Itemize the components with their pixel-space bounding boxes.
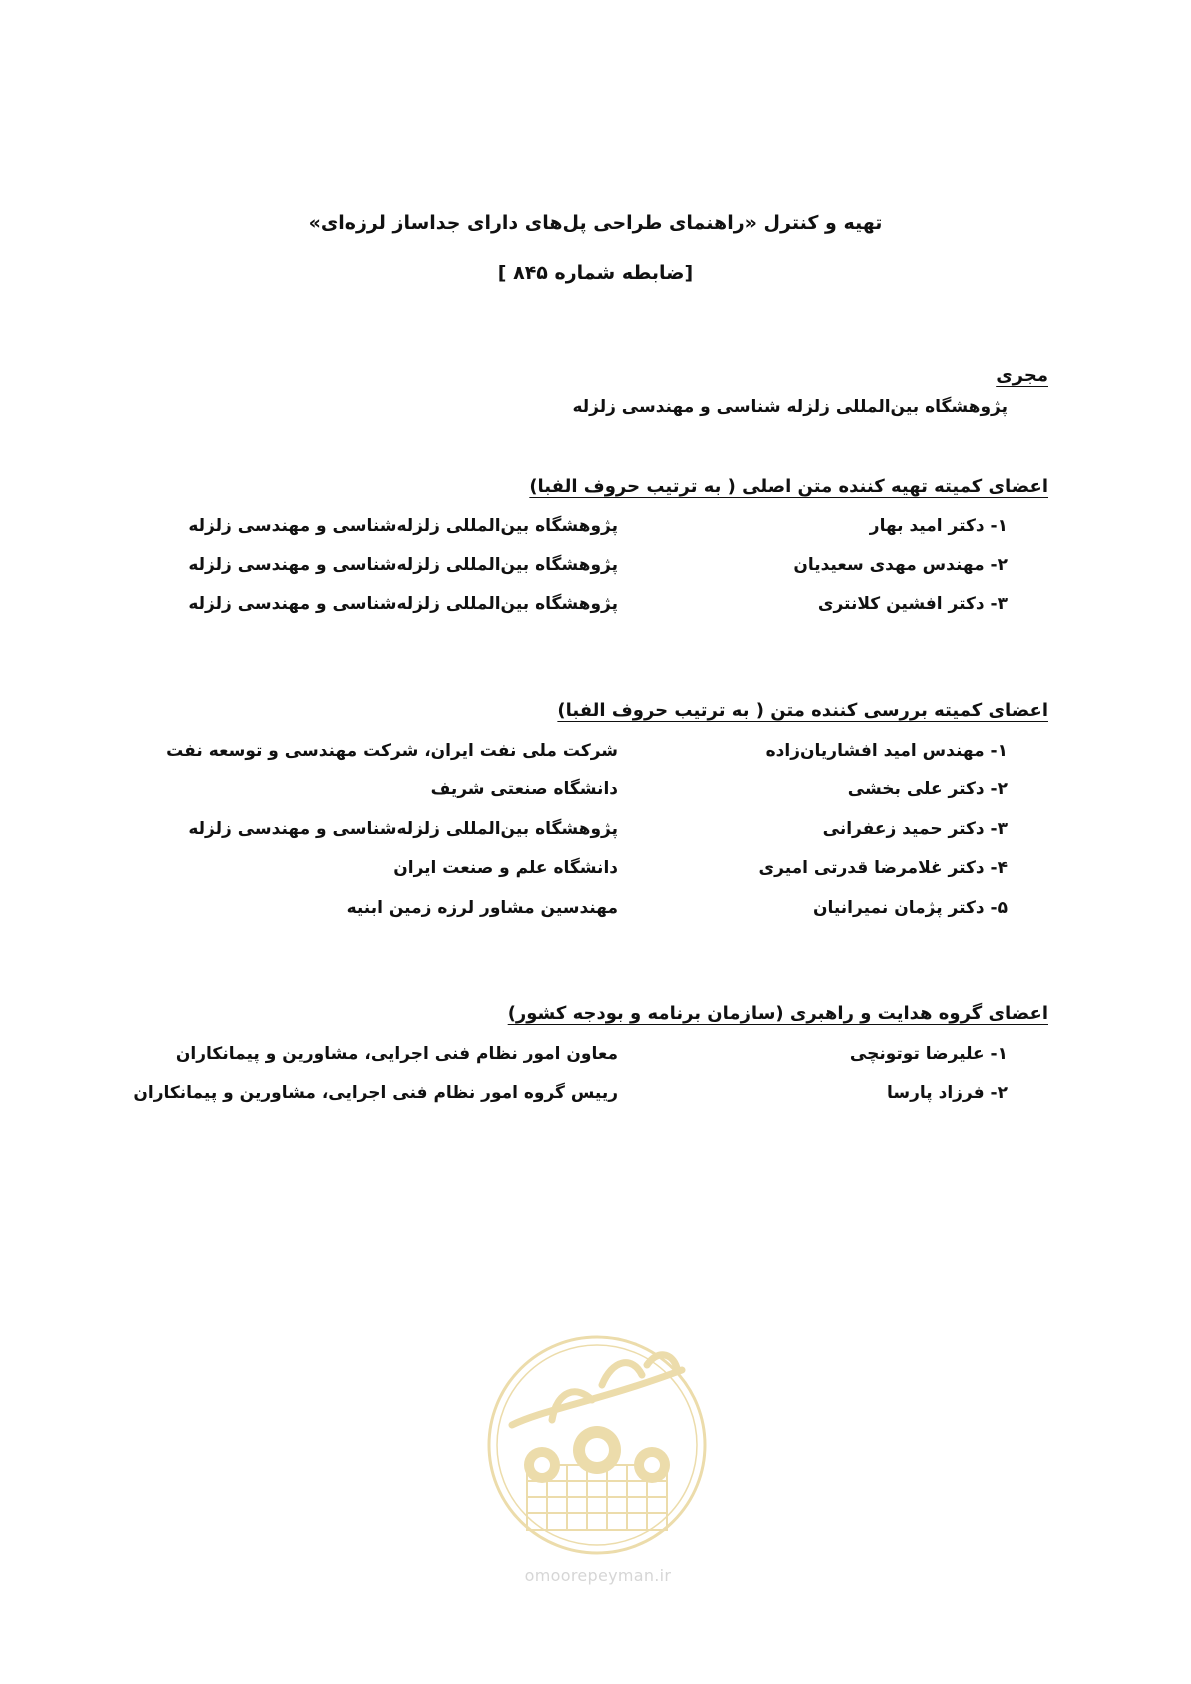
guidance-group-heading: اعضای گروه هدایت و راهبری (سازمان برنامه و بودجه کشور)	[507, 1003, 1048, 1024]
member-org: رییس گروه امور نظام فنی اجرایی، مشاورین و پیمانکاران	[133, 1083, 618, 1103]
guidance-member-row	[133, 1083, 1008, 1109]
member-name: ۳- دکتر حمید زعفرانی	[822, 819, 1008, 839]
member-name: ۲- فرزاد پارسا	[887, 1083, 1008, 1103]
member-org: شرکت ملی نفت ایران، شرکت مهندسی و توسعه نفت	[166, 741, 618, 761]
document-title: تهیه و کنترل «راهنمای طراحی پل‌های دارای جداساز لرزه‌ای»	[308, 212, 883, 234]
drafting-member-row	[188, 516, 1008, 542]
review-member-row	[188, 819, 1008, 845]
executor-heading: مجری	[996, 365, 1048, 386]
review-member-row	[208, 858, 1008, 884]
member-name: ۳- دکتر افشین کلانتری	[817, 594, 1008, 614]
member-name: ۱- مهندس امید افشاریان‌زاده	[765, 741, 1008, 761]
member-name: ۴- دکتر غلامرضا قدرتی امیری	[758, 858, 1008, 878]
review-member-row	[208, 779, 1008, 805]
review-member-row	[166, 741, 1008, 767]
watermark-url: omoorepeyman.ir	[524, 1566, 672, 1585]
member-org: دانشگاه صنعتی شریف	[430, 779, 618, 799]
member-org: پژوهشگاه بین‌المللی زلزله‌شناسی و مهندسی زلزله	[188, 516, 618, 536]
review-committee-heading: اعضای کمیته بررسی کننده متن ( به ترتیب حروف الفبا)	[557, 700, 1048, 721]
review-member-row	[208, 898, 1008, 924]
member-name: ۲- مهندس مهدی سعیدیان	[793, 555, 1008, 575]
drafting-member-row	[188, 555, 1008, 581]
drafting-member-row	[188, 594, 1008, 620]
member-name: ۱- علیرضا توتونچی	[849, 1044, 1008, 1064]
member-org: دانشگاه علم و صنعت ایران	[393, 858, 618, 878]
member-org: پژوهشگاه بین‌المللی زلزله‌شناسی و مهندسی زلزله	[188, 594, 618, 614]
member-name: ۲- دکتر علی بخشی	[847, 779, 1008, 799]
member-name: ۵- دکتر پژمان نمیرانیان	[812, 898, 1008, 918]
member-org: معاون امور نظام فنی اجرایی، مشاورین و پیمانکاران	[175, 1044, 618, 1064]
drafting-committee-heading: اعضای کمیته تهیه کننده متن اصلی ( به ترتیب حروف الفبا)	[529, 476, 1048, 497]
document-subtitle: [ضابطه شماره ۸۴۵ ]	[497, 262, 694, 284]
member-org: پژوهشگاه بین‌المللی زلزله‌شناسی و مهندسی زلزله	[188, 555, 618, 575]
member-name: ۱- دکتر امید بهار	[869, 516, 1008, 536]
watermark-logo-icon	[482, 1330, 712, 1560]
member-org: پژوهشگاه بین‌المللی زلزله‌شناسی و مهندسی زلزله	[188, 819, 618, 839]
member-org: مهندسین مشاور لرزه زمین ابنیه	[346, 898, 618, 918]
executor-name: پژوهشگاه بین‌المللی زلزله شناسی و مهندسی زلزله	[572, 397, 1008, 417]
guidance-member-row	[175, 1044, 1008, 1070]
